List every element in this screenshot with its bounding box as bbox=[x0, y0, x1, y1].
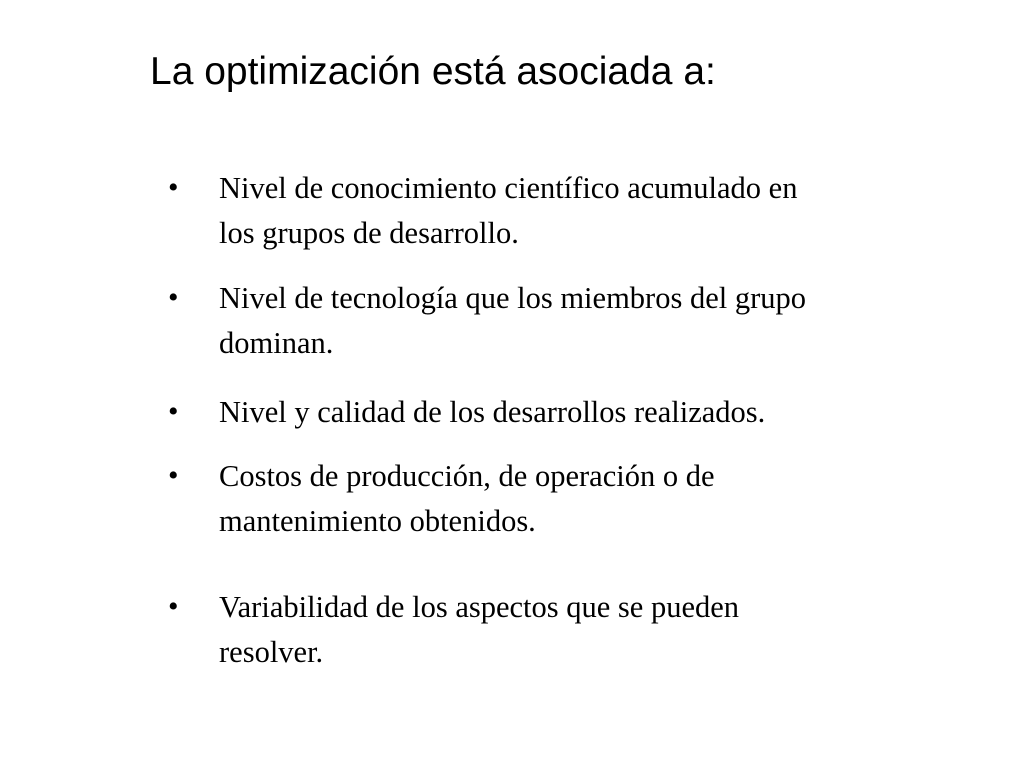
bullet-icon: • bbox=[168, 395, 179, 428]
bullet-icon: • bbox=[168, 171, 179, 204]
bullet-text bbox=[219, 166, 959, 256]
bullet-icon: • bbox=[168, 590, 179, 623]
bullet-text bbox=[219, 276, 959, 366]
bullet-icon: • bbox=[168, 281, 179, 314]
bullet-line: Nivel y calidad de los desarrollos realizados. bbox=[219, 395, 766, 429]
bullet-line: Variabilidad de los aspectos que se pueden bbox=[219, 590, 740, 624]
bullet-icon: • bbox=[168, 459, 179, 492]
bullet-line: Nivel de conocimiento científico acumulado en bbox=[219, 171, 798, 205]
bullet-line: los grupos de desarrollo. bbox=[219, 216, 519, 250]
bullet-line: Nivel de tecnología que los miembros del grupo bbox=[219, 281, 806, 315]
bullet-line: dominan. bbox=[219, 326, 334, 360]
bullet-line: resolver. bbox=[219, 635, 324, 669]
bullet-text bbox=[219, 390, 959, 435]
bullet-text bbox=[219, 454, 959, 544]
bullet-line: mantenimiento obtenidos. bbox=[219, 504, 536, 538]
bullet-text bbox=[219, 585, 959, 675]
bullet-line: Costos de producción, de operación o de bbox=[219, 459, 715, 493]
slide-title: La optimización está asociada a: bbox=[150, 50, 716, 93]
